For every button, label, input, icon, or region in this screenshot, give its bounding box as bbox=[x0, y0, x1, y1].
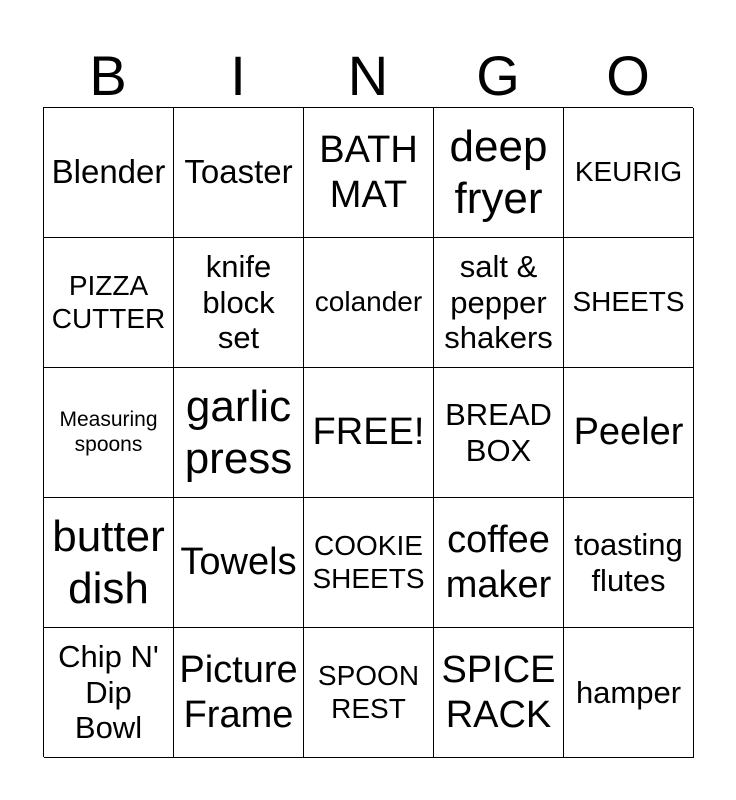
bingo-cell-label: Peeler bbox=[573, 411, 684, 454]
bingo-cell-label: SHEETS bbox=[572, 286, 685, 318]
bingo-cell-r3-c3[interactable] bbox=[304, 368, 434, 498]
bingo-cell-r3-c1[interactable] bbox=[44, 368, 174, 498]
bingo-cell-r4-c1[interactable] bbox=[44, 498, 174, 628]
bingo-cell-label: KEURIG bbox=[574, 156, 683, 188]
header-letter-g: G bbox=[476, 44, 520, 107]
bingo-cell-label: deep fryer bbox=[449, 122, 548, 223]
bingo-cell-r1-c5[interactable] bbox=[564, 108, 694, 238]
bingo-cell-r1-c1[interactable] bbox=[44, 108, 174, 238]
bingo-cell-r1-c3[interactable] bbox=[304, 108, 434, 238]
bingo-header bbox=[43, 44, 693, 108]
header-letter-b: B bbox=[89, 44, 127, 107]
bingo-cell-r5-c1[interactable] bbox=[44, 628, 174, 758]
bingo-cell-r4-c4[interactable] bbox=[434, 498, 564, 628]
bingo-grid bbox=[43, 107, 693, 757]
bingo-cell-r2-c5[interactable] bbox=[564, 238, 694, 368]
bingo-cell-label: Chip N' Dip Bowl bbox=[58, 638, 159, 746]
bingo-cell-label: salt & pepper shakers bbox=[444, 248, 553, 356]
bingo-cell-r4-c5[interactable] bbox=[564, 498, 694, 628]
header-letter-n: N bbox=[347, 44, 389, 107]
bingo-cell-r5-c2[interactable] bbox=[174, 628, 304, 758]
bingo-cell-label: Towels bbox=[180, 541, 297, 584]
header-letter-i: I bbox=[230, 44, 246, 107]
bingo-cell-label: Measuring spoons bbox=[59, 408, 158, 456]
bingo-cell-label: BATH MAT bbox=[319, 129, 418, 216]
bingo-cell-r2-c4[interactable] bbox=[434, 238, 564, 368]
bingo-cell-label: FREE! bbox=[312, 411, 425, 454]
bingo-cell-label: SPICE RACK bbox=[441, 649, 556, 736]
bingo-cell-r2-c2[interactable] bbox=[174, 238, 304, 368]
bingo-cell-label: Picture Frame bbox=[179, 649, 298, 736]
bingo-cell-r5-c4[interactable] bbox=[434, 628, 564, 758]
bingo-cell-label: knife block set bbox=[202, 248, 275, 356]
bingo-cell-r3-c4[interactable] bbox=[434, 368, 564, 498]
bingo-cell-label: hamper bbox=[575, 674, 682, 710]
bingo-cell-r5-c3[interactable] bbox=[304, 628, 434, 758]
bingo-cell-r1-c4[interactable] bbox=[434, 108, 564, 238]
bingo-cell-r5-c5[interactable] bbox=[564, 628, 694, 758]
bingo-cell-label: BREAD BOX bbox=[445, 396, 552, 468]
bingo-cell-label: COOKIE SHEETS bbox=[312, 530, 425, 594]
bingo-cell-label: coffee maker bbox=[445, 519, 552, 606]
bingo-cell-r4-c3[interactable] bbox=[304, 498, 434, 628]
bingo-cell-label: SPOON REST bbox=[317, 660, 420, 724]
bingo-cell-label: butter dish bbox=[52, 512, 165, 613]
bingo-cell-label: PIZZA CUTTER bbox=[51, 270, 166, 334]
bingo-cell-label: colander bbox=[314, 286, 423, 318]
header-letter-o: O bbox=[606, 44, 650, 107]
bingo-cell-r2-c3[interactable] bbox=[304, 238, 434, 368]
bingo-cell-r3-c5[interactable] bbox=[564, 368, 694, 498]
bingo-cell-label: garlic press bbox=[184, 382, 293, 483]
bingo-cell-r3-c2[interactable] bbox=[174, 368, 304, 498]
bingo-cell-r1-c2[interactable] bbox=[174, 108, 304, 238]
bingo-cell-r2-c1[interactable] bbox=[44, 238, 174, 368]
bingo-cell-label: Blender bbox=[51, 153, 166, 191]
bingo-cell-label: Toaster bbox=[184, 153, 293, 191]
bingo-cell-r4-c2[interactable] bbox=[174, 498, 304, 628]
bingo-cell-label: toasting flutes bbox=[574, 526, 683, 598]
